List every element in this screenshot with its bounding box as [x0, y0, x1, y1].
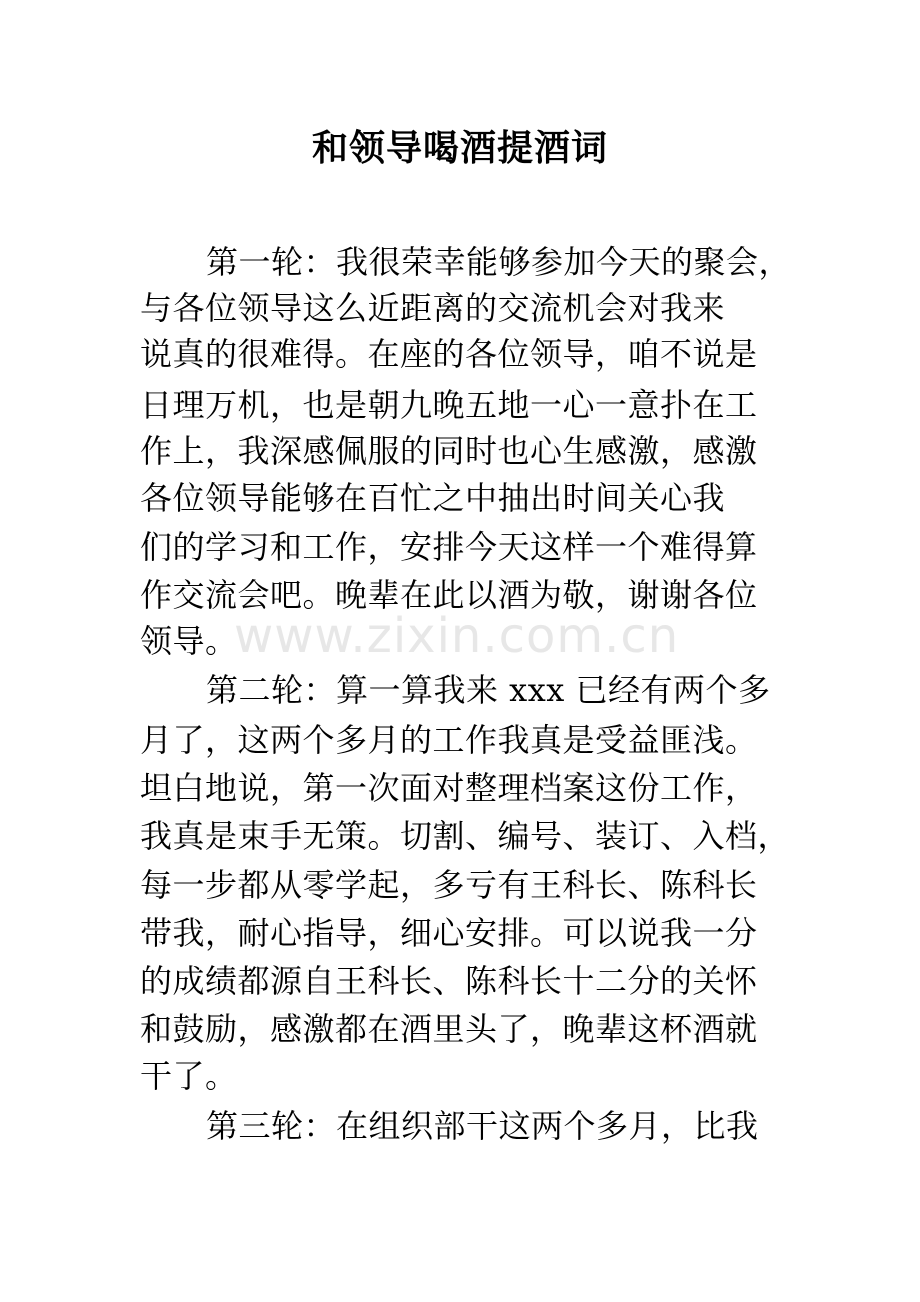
text-line: 与各位领导这么近距离的交流机会对我来	[140, 289, 726, 327]
document-title: 和领导喝酒提酒词	[311, 127, 608, 169]
text-line: 日理万机，也是朝九晚五地一心一意扑在工	[140, 386, 758, 424]
text-line: 作上，我深感佩服的同时也心生感激，感激	[140, 432, 758, 470]
text-line: 坦白地说，第一次面对整理档案这份工作，	[140, 769, 758, 807]
text-line: 的成绩都源自王科长、陈科长十二分的关怀	[140, 962, 758, 1000]
text-line: 月了，这两个多月的工作我真是受益匪浅。	[140, 721, 758, 759]
text-line: 我真是束手无策。切割、编号、装订、入档，	[140, 817, 791, 855]
text-line-round-two-start: 第二轮：算一算我来 xxx 已经有两个多	[206, 671, 771, 709]
text-line: 干了。	[140, 1057, 238, 1095]
text-line: 们的学习和工作，安排今天这样一个难得算	[140, 528, 758, 566]
text-line-round-one-start: 第一轮：我很荣幸能够参加今天的聚会，	[206, 243, 792, 281]
text-line: 带我，耐心指导，细心安排。可以说我一分	[140, 914, 758, 952]
text-line-round-three-start: 第三轮：在组织部干这两个多月，比我	[206, 1107, 759, 1145]
text-line: 作交流会吧。晚辈在此以酒为敬，谢谢各位	[140, 576, 758, 614]
text-line: 领导。	[140, 622, 238, 660]
text-line: 每一步都从零学起，多亏有王科长、陈科长	[140, 866, 758, 904]
text-line: 各位领导能够在百忙之中抽出时间关心我	[140, 479, 726, 517]
text-line: 和鼓励，感激都在酒里头了，晚辈这杯酒就	[140, 1010, 758, 1048]
text-line: 说真的很难得。在座的各位领导，咱不说是	[140, 335, 758, 373]
watermark: www.zixin.com.cn	[234, 608, 680, 664]
